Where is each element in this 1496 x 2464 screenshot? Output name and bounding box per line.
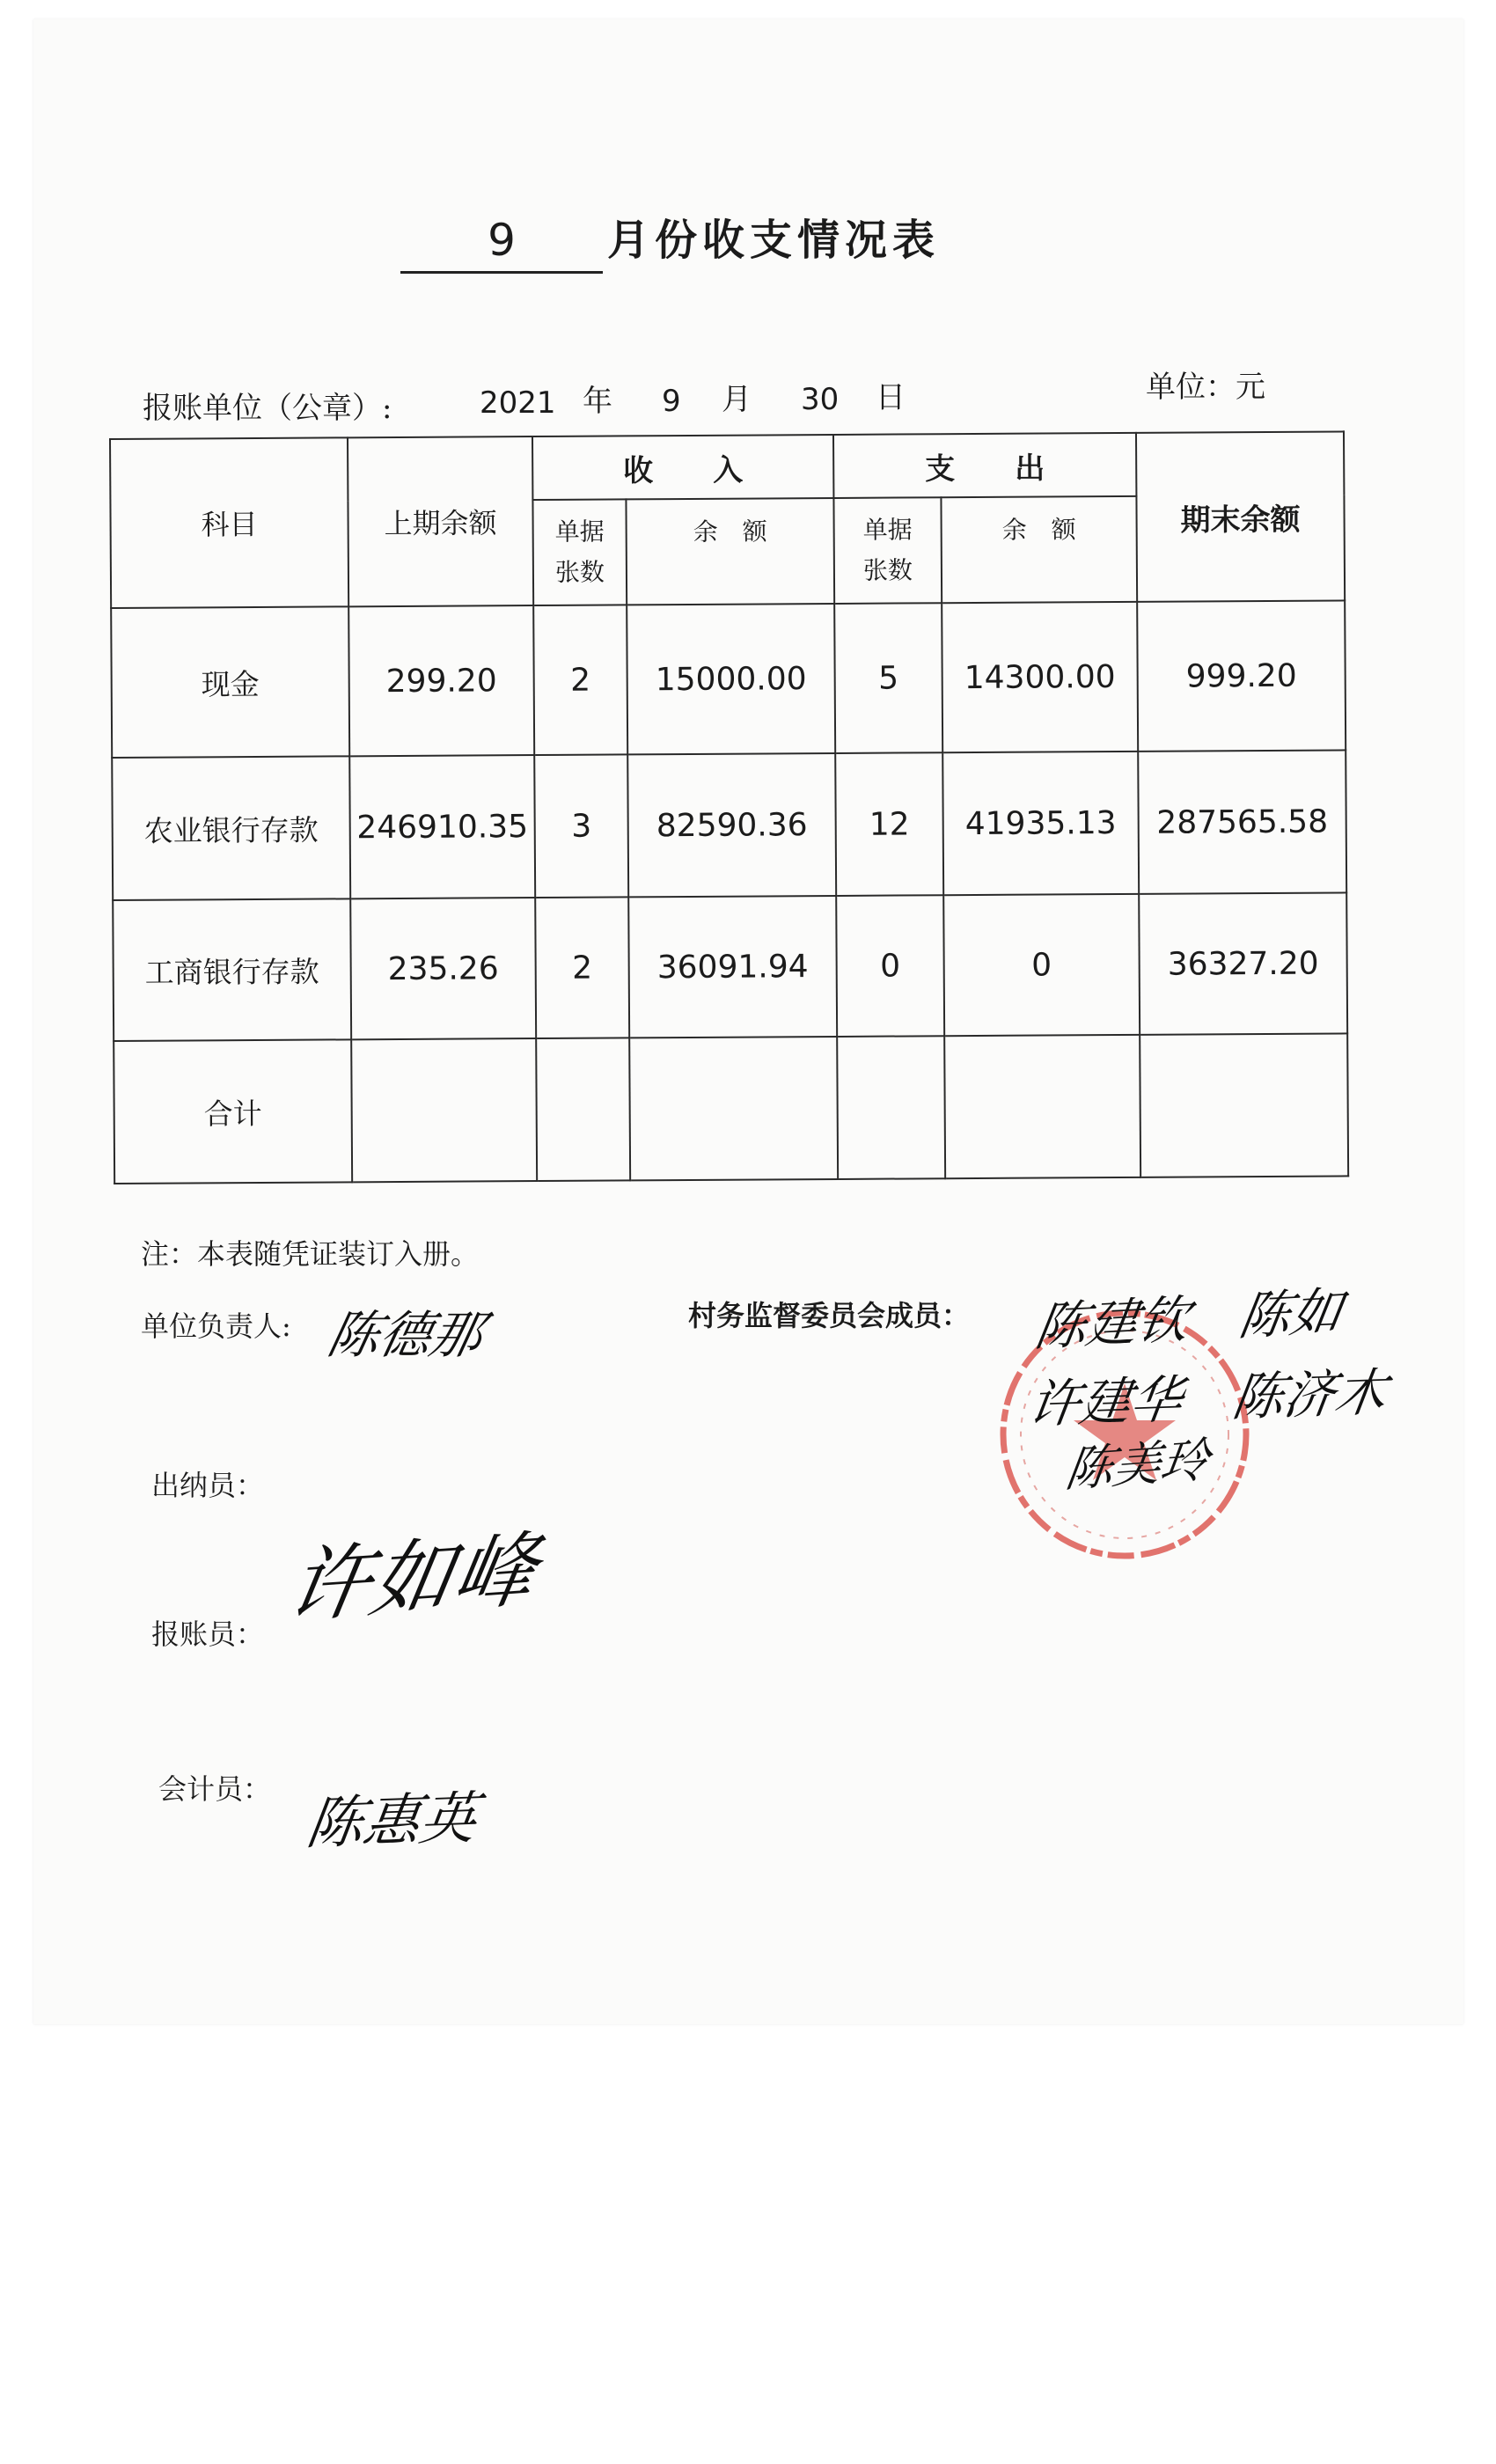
row-previous-balance: 246910.35 xyxy=(349,755,535,898)
row-subject: 现金 xyxy=(111,606,349,758)
cashier-signature: 许如峰 xyxy=(281,1522,546,1635)
row-expense-vouchers: 0 xyxy=(836,895,944,1037)
date-day-char: 日 xyxy=(876,380,906,415)
total-previous-balance xyxy=(351,1038,537,1182)
unit-head-signature: 陈德那 xyxy=(322,1305,489,1365)
total-ending-balance xyxy=(1140,1033,1348,1177)
table-header-row xyxy=(110,431,1344,502)
row-expense-vouchers: 5 xyxy=(834,603,942,753)
row-ending-balance: 36327.20 xyxy=(1139,892,1347,1034)
header-ending-balance: 期末余额 xyxy=(1136,431,1345,601)
binding-note: 注：本表随凭证装订入册。 xyxy=(141,1237,480,1271)
date-year-char: 年 xyxy=(583,384,612,419)
title-month-number: 9 xyxy=(400,209,603,274)
supervisory-committee-label: 村务监督委员会成员： xyxy=(688,1299,971,1332)
total-income-vouchers xyxy=(536,1038,630,1181)
header-income-vouchers-text: 单据张数 xyxy=(554,517,605,587)
row-subject: 农业银行存款 xyxy=(112,756,350,900)
total-expense-vouchers xyxy=(837,1036,945,1179)
committee-signature-1: 陈建钦 陈如 xyxy=(1031,1280,1347,1358)
row-previous-balance: 235.26 xyxy=(350,898,536,1039)
row-income-vouchers: 2 xyxy=(535,897,629,1038)
ledger-table xyxy=(109,430,1349,1184)
total-label: 合计 xyxy=(114,1039,352,1184)
header-previous-balance: 上期余额 xyxy=(348,436,533,606)
accountant-signature: 陈惠英 xyxy=(302,1786,481,1858)
unit-head-label: 单位负责人: xyxy=(141,1309,291,1343)
header-expense-vouchers xyxy=(833,497,942,604)
table-row xyxy=(113,892,1347,1041)
row-income-amount: 15000.00 xyxy=(627,604,835,754)
reimburser-label: 报账员： xyxy=(151,1617,265,1651)
table-total-row xyxy=(114,1033,1348,1184)
date-month: 9 xyxy=(662,384,681,419)
currency-unit: 单位：元 xyxy=(1146,370,1265,405)
row-expense-vouchers: 12 xyxy=(835,752,943,896)
row-expense-amount: 14300.00 xyxy=(942,602,1138,752)
row-income-vouchers: 3 xyxy=(534,754,628,898)
reporting-unit-label: 报账单位（公章）: xyxy=(143,391,392,426)
accountant-label: 会计员： xyxy=(158,1772,272,1806)
total-expense-amount xyxy=(944,1035,1140,1178)
header-income: 收 入 xyxy=(532,435,833,500)
row-income-amount: 82590.36 xyxy=(627,753,836,897)
row-expense-amount: 41935.13 xyxy=(942,752,1139,895)
header-expense-amount: 余 额 xyxy=(941,496,1137,603)
committee-signature-2: 许建华 陈济木 xyxy=(1024,1361,1390,1435)
cashier-label: 出纳员： xyxy=(151,1469,265,1502)
row-subject: 工商银行存款 xyxy=(113,898,351,1041)
header-expense: 支 出 xyxy=(833,433,1136,498)
row-ending-balance: 999.20 xyxy=(1137,600,1346,751)
header-subject: 科目 xyxy=(110,437,348,608)
total-income-amount xyxy=(629,1037,838,1180)
committee-signature-3: 陈美玲 xyxy=(1062,1432,1213,1499)
header-income-vouchers xyxy=(532,499,627,605)
date-year: 2021 xyxy=(480,385,556,421)
table-row xyxy=(112,750,1346,900)
row-income-amount: 36091.94 xyxy=(628,896,837,1038)
header-income-amount: 余 额 xyxy=(626,498,834,605)
header-expense-vouchers-text: 单据张数 xyxy=(862,515,913,585)
row-expense-amount: 0 xyxy=(943,894,1140,1036)
title-text: 月份收支情况表 xyxy=(607,216,941,265)
date-month-char: 月 xyxy=(722,382,752,417)
table-row xyxy=(111,600,1346,758)
row-income-vouchers: 2 xyxy=(533,605,627,755)
row-ending-balance: 287565.58 xyxy=(1138,750,1346,893)
row-previous-balance: 299.20 xyxy=(348,605,534,756)
date-day: 30 xyxy=(801,382,840,417)
report-title xyxy=(400,209,1034,289)
